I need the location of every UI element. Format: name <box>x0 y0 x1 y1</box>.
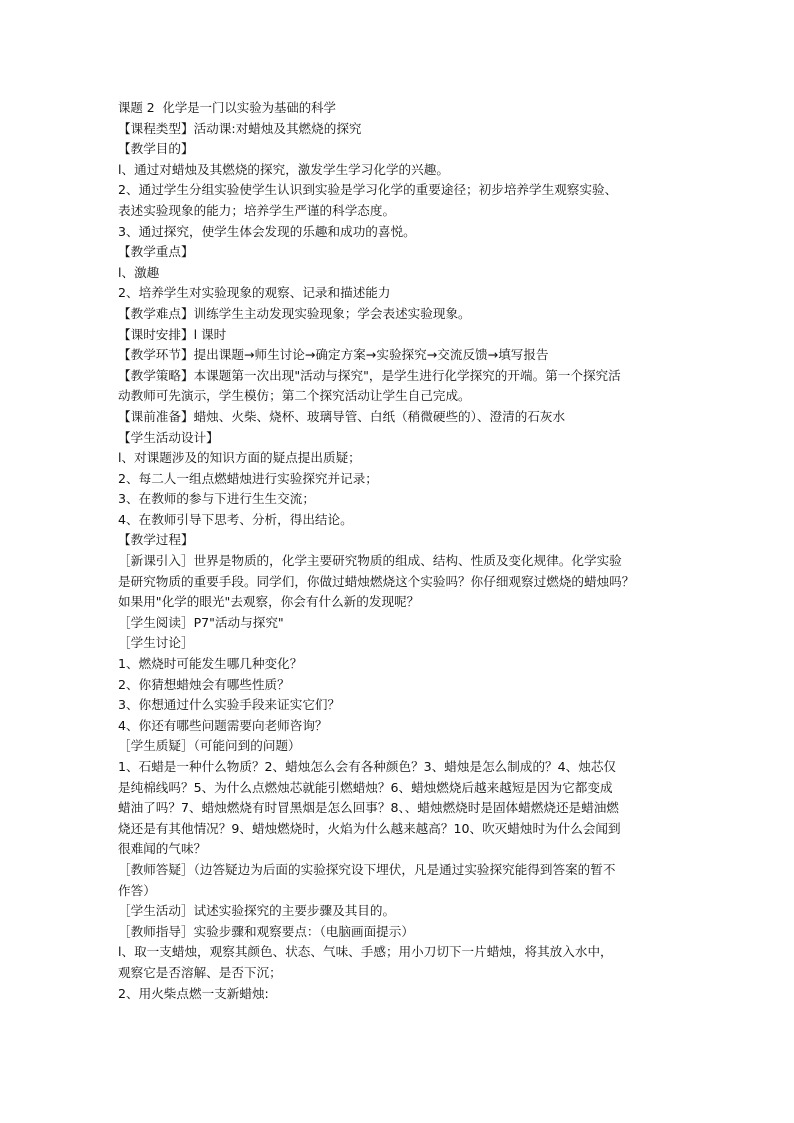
text-line: 【教学过程】 <box>118 532 194 548</box>
lesson-title: 课题 2 化学是一门以实验为基础的科学 <box>118 100 336 115</box>
text-line: 【教学重点】 <box>118 244 194 260</box>
document-page <box>118 98 684 1004</box>
text-line: 表述实验现象的能力；培养学生严谨的科学态度。 <box>118 202 396 218</box>
text-line: 4、在教师引导下思考、分析，得出结论。 <box>118 511 353 527</box>
text-line: l、通过对蜡烛及其燃烧的探究，激发学生学习化学的兴趣。 <box>118 161 449 177</box>
text-line: 很难闻的气味？ <box>118 841 207 857</box>
text-line: ［新课引入］世界是物质的，化学主要研究物质的组成、结构、性质及变化规律。化学实验 <box>118 553 622 569</box>
text-line: 【教学策略】本课题第一次出现"活动与探究"，是学生进行化学探究的开端。第一个探究活 <box>118 367 621 383</box>
text-line: 烧还是有其他情况？9、蜡烛燃烧时，火焰为什么越来越高？10、吹灭蜡烛时为什么会闻到 <box>118 820 621 836</box>
text-line: ［教师指导］实验步骤和观察要点：（电脑画面提示） <box>118 923 414 939</box>
text-line: 【教学目的】 <box>118 141 194 157</box>
text-line: 2、每二人一组点燃蜡烛进行实验探究并记录； <box>118 470 378 486</box>
text-line: 1、燃烧时可能发生哪几种变化？ <box>118 656 303 672</box>
text-line: 如果用"化学的眼光"去观察，你会有什么新的发现呢？ <box>118 594 420 610</box>
text-line: 是纯棉线吗？5、为什么点燃烛芯就能引燃蜡烛？6、蜡烛燃烧后越来越短是因为它都变成 <box>118 779 613 795</box>
text-line: 2、通过学生分组实验使学生认识到实验是学习化学的重要途径；初步培养学生观察实验、 <box>118 182 618 198</box>
text-line: 3、通过探究，使学生体会发现的乐趣和成功的喜悦。 <box>118 223 416 239</box>
text-line: l、取一支蜡烛，观察其颜色、状态、气味、手感；用小刀切下一片蜡烛，将其放入水中， <box>118 944 613 960</box>
text-line: 4、你还有哪些问题需要向老师咨询？ <box>118 717 328 733</box>
text-line: ［学生活动］试述实验探究的主要步骤及其目的。 <box>118 903 396 919</box>
text-line: 【课前准备】蜡烛、火柴、烧杯、玻璃导管、白纸（稍微硬些的）、澄清的石灰水 <box>118 408 566 424</box>
text-line: 动教师可先演示，学生模仿；第二个探究活动让学生自己完成。 <box>118 388 471 404</box>
text-line: 【课时安排】l 课时 <box>118 326 227 342</box>
text-line: 【教学环节】提出课题→师生讨论→确定方案→实验探究→交流反馈→填写报告 <box>118 347 549 363</box>
text-line: ［学生讨论］ <box>118 635 194 651</box>
text-line: 1、石蜡是一种什么物质？2、蜡烛怎么会有各种颜色？3、蜡烛是怎么制成的？4、烛芯仅 <box>118 759 617 774</box>
text-line: 【课程类型】活动课:对蜡烛及其燃烧的探究 <box>118 120 362 136</box>
text-line: 【学生活动设计】 <box>118 429 219 445</box>
text-line: ［学生阅读］P7"活动与探究" <box>118 614 284 630</box>
document-body <box>118 119 684 1005</box>
text-line: 2、你猜想蜡烛会有哪些性质？ <box>118 676 290 692</box>
text-line: ［教师答疑］（边答疑边为后面的实验探究设下埋伏，凡是通过实验探究能得到答案的暂不 <box>118 861 616 877</box>
text-line: l、激趣 <box>118 264 160 280</box>
text-line: 观察它是否溶解、是否下沉； <box>118 964 282 980</box>
text-line: 蜡油了吗？7、蜡烛燃烧有时冒黑烟是怎么回事？8、、蜡烛燃烧时是固体蜡燃烧还是蜡油燃 <box>118 800 619 816</box>
text-line: 3、你想通过什么实验手段来证实它们？ <box>118 697 341 713</box>
text-line: 是研究物质的重要手段。同学们，你做过蜡烛燃烧这个实验吗？你仔细观察过燃烧的蜡烛吗？ <box>118 573 635 589</box>
text-line: 2、培养学生对实验现象的观察、记录和描述能力 <box>118 285 391 301</box>
text-line: 【教学难点】训练学生主动发现实验现象；学会表述实验现象。 <box>118 305 471 321</box>
text-line: 3、在教师的参与下进行生生交流； <box>118 491 315 507</box>
text-line: l、对课题涉及的知识方面的疑点提出质疑； <box>118 450 361 466</box>
text-line: 作答） <box>118 882 156 898</box>
text-line: 2、用火柴点燃一支新蜡烛: <box>118 985 269 1001</box>
text-line: ［学生质疑］（可能问到的问题） <box>118 738 301 754</box>
